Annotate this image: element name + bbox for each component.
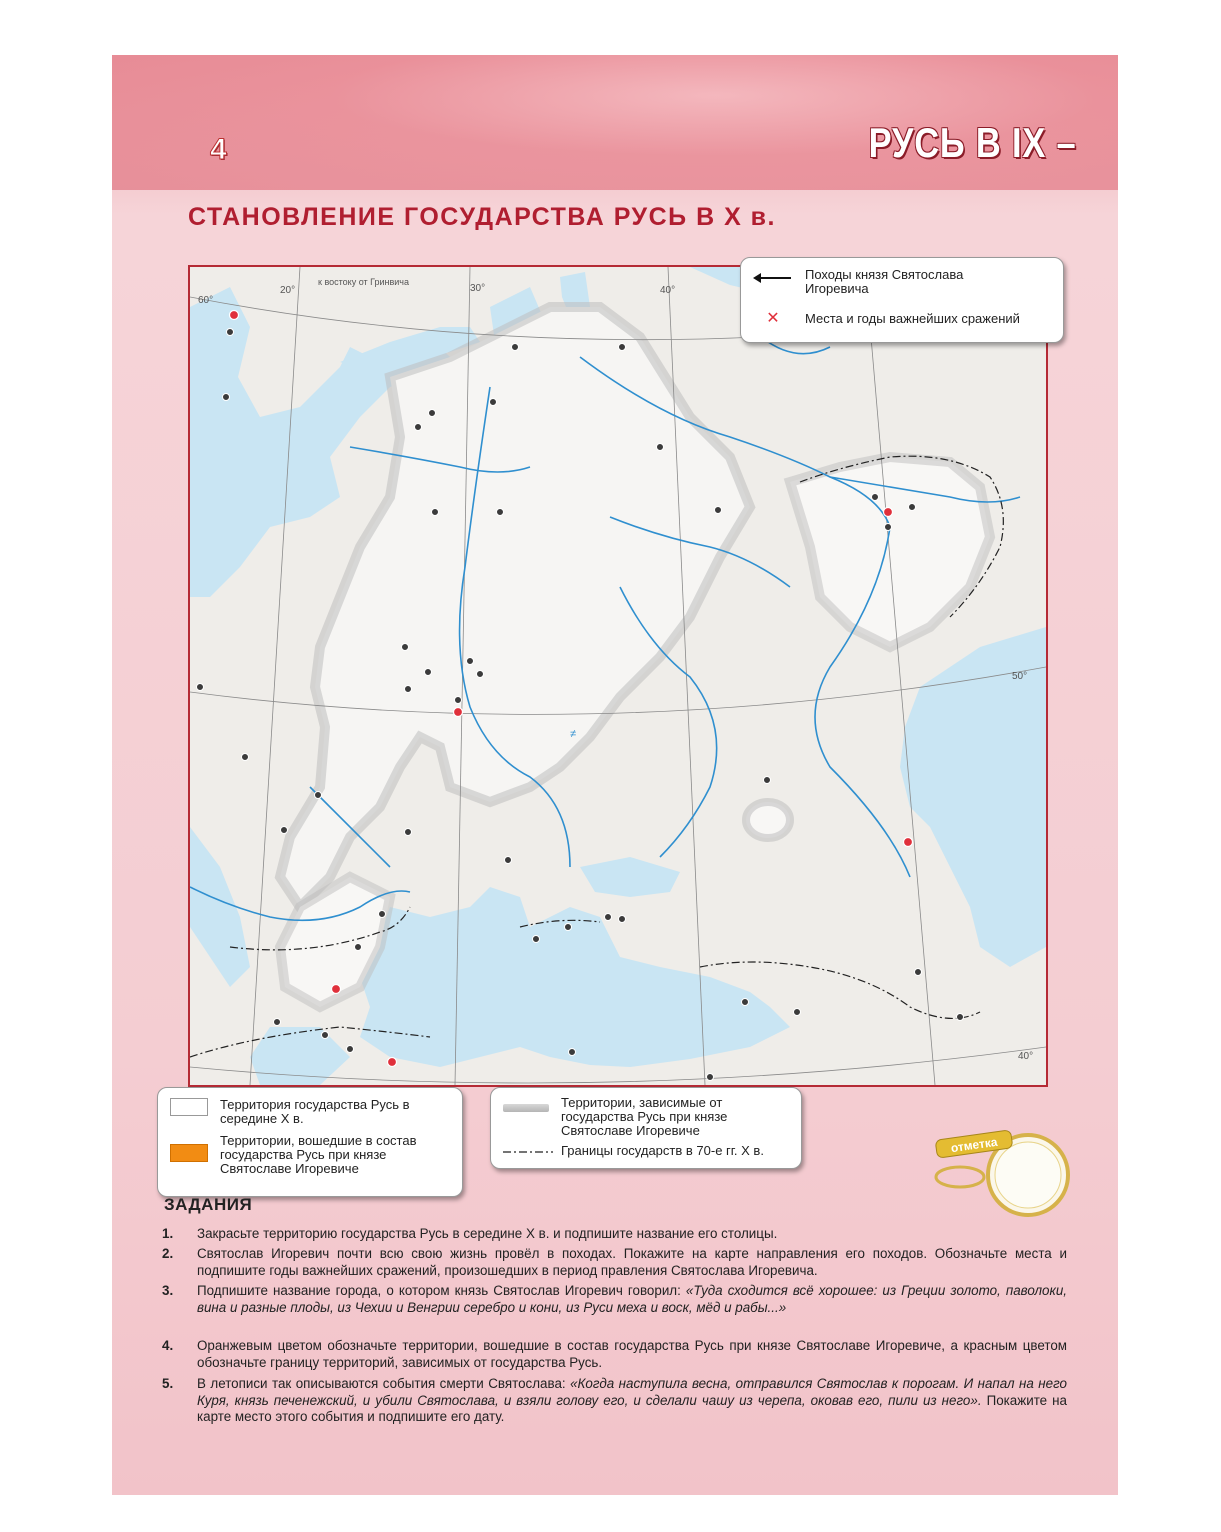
task-1 xyxy=(162,1226,1067,1243)
legend-borders-label: Границы государств в 70-е гг. X в. xyxy=(561,1143,764,1158)
task-number: 5. xyxy=(162,1376,174,1391)
chapter-title: РУСЬ В IX – xyxy=(868,119,1076,166)
city-marker xyxy=(355,944,362,951)
city-marker xyxy=(764,777,771,784)
task-2 xyxy=(162,1246,1067,1279)
city-marker xyxy=(402,644,409,651)
task-text xyxy=(197,1376,1067,1426)
city-marker xyxy=(429,410,436,417)
tasks-heading: ЗАДАНИЯ xyxy=(164,1195,253,1214)
city-marker xyxy=(619,916,626,923)
city-marker xyxy=(379,911,386,918)
city-marker xyxy=(455,697,462,704)
task-quote: «Когда наступила весна, отправился Святослав к порогам. И напал на него Куря, князь печенежский, и убили Святослава, и взяли голову его, и сделали чашу из черепа, оковав его, пили из него». xyxy=(197,1376,1067,1408)
lat-50-label: 50° xyxy=(1012,671,1028,682)
map-svg xyxy=(190,267,1046,1085)
city-marker xyxy=(533,936,540,943)
greenwich-label: к востоку от Гринвича xyxy=(318,277,409,287)
page-number: 4 xyxy=(210,133,227,166)
city-marker xyxy=(872,494,879,501)
task-text-plain: Подпишите название города, о котором князь Святослав Игоревич говорил: xyxy=(197,1283,686,1298)
legend-row-borders xyxy=(503,1144,764,1158)
city-marker xyxy=(405,686,412,693)
city-marker xyxy=(274,1019,281,1026)
task-text: Оранжевым цветом обозначьте территории, вошедшие в состав государства Русь при князе Святославе Игоревиче, а красным цветом обозначьте границу территорий, зависимых от государства Русь. xyxy=(197,1338,1067,1370)
city-marker xyxy=(565,924,572,931)
arrow-left-icon xyxy=(753,272,793,284)
cross-icon: ✕ xyxy=(766,310,780,327)
legend-row-dependent xyxy=(503,1096,791,1138)
legend-row-territory xyxy=(170,1098,450,1126)
city-marker xyxy=(322,1032,329,1039)
battle-marker xyxy=(884,508,893,517)
city-marker xyxy=(885,524,892,531)
city-marker xyxy=(794,1009,801,1016)
grade-stamp xyxy=(930,1127,1070,1219)
task-text: Святослав Игоревич почти всю свою жизнь провёл в походах. Покажите на карте направления его походов. Обозначьте места и подпишите годы важнейших сражений, произошедших в период правления Святослава Игоревича. xyxy=(197,1246,1067,1278)
legend-territories xyxy=(157,1087,463,1197)
city-marker xyxy=(707,1074,714,1081)
legend-dependencies xyxy=(490,1087,802,1169)
city-marker xyxy=(909,504,916,511)
section-title: СТАНОВЛЕНИЕ ГОСУДАРСТВА РУСЬ В X в. xyxy=(188,203,776,231)
legend-campaigns xyxy=(740,257,1064,343)
city-marker xyxy=(415,424,422,431)
city-marker xyxy=(432,509,439,516)
city-marker xyxy=(657,444,664,451)
city-marker xyxy=(505,857,512,864)
city-marker xyxy=(242,754,249,761)
stamp-label: отметка xyxy=(949,1134,999,1156)
city-marker xyxy=(227,329,234,336)
city-marker xyxy=(347,1046,354,1053)
white-swatch xyxy=(170,1098,208,1116)
lat-60-label: 60° xyxy=(198,295,214,306)
battle-marker xyxy=(388,1058,397,1067)
task-quote: «Туда сходится всё хорошее: из Греции золото, паволоки, вина и разные плоды, из Чехии и Венгрии серебро и кони, из Руси меха и воск, мёд и рабы...» xyxy=(197,1283,1067,1315)
task-number: 4. xyxy=(162,1338,174,1353)
task-text-tail: Покажите на карте место этого события и подпишите его дату. xyxy=(197,1392,1067,1424)
task-number: 3. xyxy=(162,1283,174,1298)
task-3 xyxy=(162,1283,1067,1316)
dnieper-rapids-mark: ≠ xyxy=(570,728,577,740)
city-marker xyxy=(915,969,922,976)
city-marker xyxy=(742,999,749,1006)
city-marker xyxy=(512,344,519,351)
lon-20-label: 20° xyxy=(280,285,296,296)
city-marker xyxy=(197,684,204,691)
grey-band-swatch xyxy=(503,1104,549,1112)
city-marker xyxy=(957,1014,964,1021)
city-marker xyxy=(715,507,722,514)
city-marker xyxy=(619,344,626,351)
dashdot-line-icon xyxy=(503,1146,553,1158)
battle-marker xyxy=(454,708,463,717)
city-marker xyxy=(569,1049,576,1056)
task-text xyxy=(197,1283,1067,1316)
battle-marker xyxy=(904,838,913,847)
battle-marker xyxy=(332,985,341,994)
legend-annexed-label: Территории, вошедшие в состав государства Русь при князе Святославе Игоревиче xyxy=(220,1133,417,1176)
task-number: 1. xyxy=(162,1226,174,1241)
legend-row-battles xyxy=(753,312,1020,326)
city-marker xyxy=(477,671,484,678)
task-number: 2. xyxy=(162,1246,174,1261)
city-marker xyxy=(223,394,230,401)
lon-30-label: 30° xyxy=(470,283,486,294)
task-text: Закрасьте территорию государства Русь в середине X в. и подпишите название его столицы. xyxy=(197,1226,778,1241)
task-5 xyxy=(162,1376,1067,1426)
legend-campaigns-label: Походы князя Святослава Игоревича xyxy=(805,267,964,296)
workbook-page xyxy=(112,55,1118,1495)
city-marker xyxy=(315,792,322,799)
city-marker xyxy=(467,658,474,665)
city-marker xyxy=(425,669,432,676)
contour-map[interactable] xyxy=(188,265,1048,1087)
task-text-plain: В летописи так описываются события смерти Святослава: xyxy=(197,1376,571,1391)
city-marker xyxy=(281,827,288,834)
stamp-icon xyxy=(930,1127,1070,1219)
task-4 xyxy=(162,1338,1067,1371)
legend-battles-label: Места и годы важнейших сражений xyxy=(805,311,1020,326)
battle-marker xyxy=(230,311,239,320)
legend-row-annexed xyxy=(170,1134,460,1176)
city-marker xyxy=(497,509,504,516)
orange-swatch xyxy=(170,1144,208,1162)
legend-dependent-label: Территории, зависимые от государства Русь при князе Святославе Игоревиче xyxy=(561,1095,728,1138)
legend-row-campaigns xyxy=(753,268,1005,296)
tmutarakan-territory xyxy=(746,802,790,838)
city-marker xyxy=(605,914,612,921)
legend-territory-label: Территория государства Русь в середине X в. xyxy=(220,1097,410,1126)
lon-40-label: 40° xyxy=(660,285,676,296)
city-marker xyxy=(405,829,412,836)
lat-40-label: 40° xyxy=(1018,1051,1034,1062)
city-marker xyxy=(490,399,497,406)
